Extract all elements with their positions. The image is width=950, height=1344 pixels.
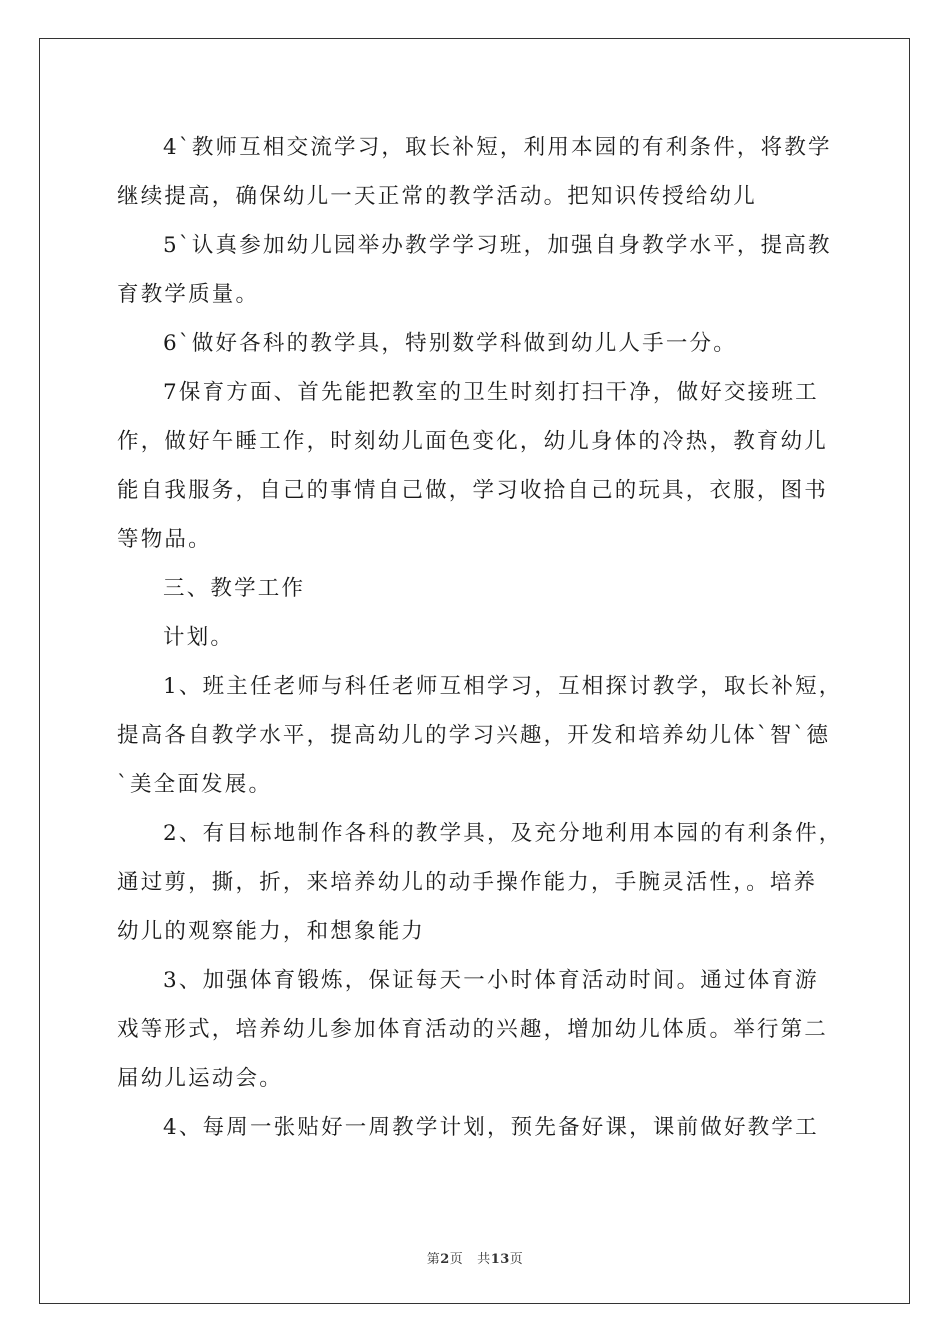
text-line: 1、班主任老师与科任老师互相学习，互相探讨教学，取长补短， (163, 674, 843, 699)
text-line: 幼儿的观察能力，和想象能力 (117, 919, 426, 944)
text-line: 5`认真参加幼儿园举办教学学习班，加强自身教学水平，提高教 (163, 233, 832, 258)
text-line: 提高各自教学水平，提高幼儿的学习兴趣，开发和培养幼儿体`智`德 (117, 723, 831, 748)
text-line: 能自我服务，自己的事情自己做，学习收拾自己的玩具，衣服，图书 (117, 478, 829, 503)
text-line: 戏等形式，培养幼儿参加体育活动的兴趣，增加幼儿体质。举行第二 (117, 1017, 829, 1042)
text-line: 3、加强体育锻炼，保证每天一小时体育活动时间。通过体育游 (163, 968, 819, 993)
text-line: 计划。 (163, 625, 235, 650)
section-heading: 三、教学工作 (163, 576, 306, 601)
text-line: 通过剪，撕，折，来培养幼儿的动手操作能力，手腕灵活性，。培养 (117, 870, 818, 895)
text-line: 育教学质量。 (117, 282, 260, 307)
page-label-prefix: 第 (426, 1252, 441, 1267)
total-label-prefix: 共 (477, 1252, 491, 1267)
text-line: 7保育方面、首先能把教室的卫生时刻打扫干净，做好交接班工 (163, 380, 819, 405)
page-number: 2 (440, 1252, 450, 1267)
total-label-suffix: 页 (509, 1252, 524, 1267)
page-label-suffix: 页 (449, 1252, 464, 1267)
page-footer (0, 1248, 950, 1267)
document-body (117, 128, 843, 1157)
text-line: `美全面发展。 (117, 772, 273, 797)
text-line: 届幼儿运动会。 (117, 1066, 283, 1091)
text-line: 2、有目标地制作各科的教学具，及充分地利用本园的有利条件， (163, 821, 843, 846)
text-line: 继续提高，确保幼儿一天正常的教学活动。把知识传授给幼儿 (117, 184, 757, 209)
text-line: 作，做好午睡工作，时刻幼儿面色变化，幼儿身体的冷热，教育幼儿 (117, 429, 829, 454)
text-line: 6`做好各科的教学具，特别数学科做到幼儿人手一分。 (163, 331, 737, 356)
text-line: 4`教师互相交流学习，取长补短，利用本园的有利条件，将教学 (163, 135, 832, 160)
text-line: 4、每周一张贴好一周教学计划，预先备好课，课前做好教学工 (163, 1115, 819, 1140)
total-pages: 13 (490, 1252, 510, 1267)
text-line: 等物品。 (117, 527, 212, 552)
